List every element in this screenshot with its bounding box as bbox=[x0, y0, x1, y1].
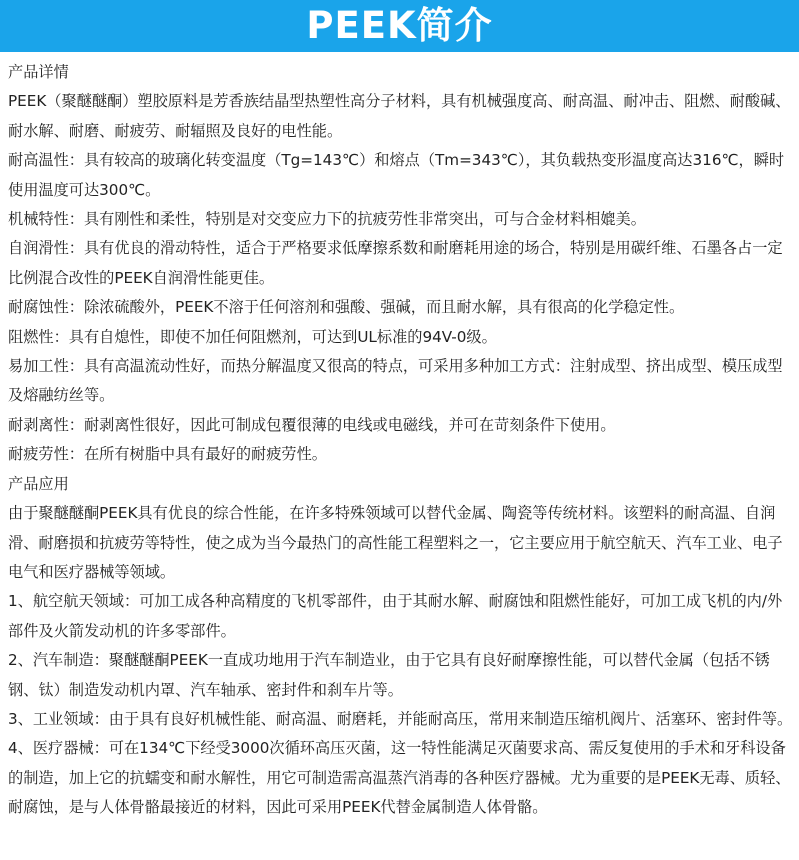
property-fatigue-resistance: 耐疲劳性：在所有树脂中具有最好的耐疲劳性。 bbox=[8, 445, 327, 464]
page-title: PEEK简介 bbox=[306, 4, 493, 47]
intro-paragraph: PEEK（聚醚醚酮）塑胶原料是芳香族结晶型热塑性高分子材料，具有机械强度高、耐高温、耐冲击、阻燃、耐酸碱、耐水解、耐磨、耐疲劳、耐辐照及良好的电性能。 bbox=[8, 92, 791, 140]
application-industrial: 3、工业领域：由于具有良好机械性能、耐高温、耐磨耗，并能耐高压，常用来制造压缩机阀片、活塞环、密封件等。 bbox=[8, 709, 793, 728]
section-heading-applications: 产品应用 bbox=[8, 474, 69, 493]
property-processability: 易加工性：具有高温流动性好，而热分解温度又很高的特点，可采用多种加工方式：注射成型、挤出成型、模压成型及熔融纺丝等。 bbox=[8, 357, 783, 405]
application-medical: 4、医疗器械：可在134℃下经受3000次循环高压灭菌，这一特性能满足灭菌要求高、需反复使用的手术和牙科设备的制造，加上它的抗蠕变和耐水解性，用它可制造需高温蒸汽消毒的各种医疗器械。尤为重要的是PEEK无毒、质轻、耐腐蚀，是与人体骨骼最接近的材料，因此可采用PEEK代替金属制造人体骨骼。 bbox=[8, 739, 791, 817]
property-peel-resistance: 耐剥离性：耐剥离性很好，因此可制成包覆很薄的电线或电磁线，并可在苛刻条件下使用。 bbox=[8, 415, 616, 434]
application-aerospace: 1、航空航天领域：可加工成各种高精度的飞机零部件，由于其耐水解、耐腐蚀和阻燃性能好，可加工成飞机的内/外部件及火箭发动机的许多零部件。 bbox=[8, 592, 783, 640]
property-self-lubrication: 自润滑性：具有优良的滑动特性，适合于严格要求低摩擦系数和耐磨耗用途的场合，特别是用碳纤维、石墨各占一定比例混合改性的PEEK自润滑性能更佳。 bbox=[8, 239, 783, 287]
document-body bbox=[8, 58, 794, 823]
property-corrosion-resistance: 耐腐蚀性：除浓硫酸外，PEEK不溶于任何溶剂和强酸、强碱，而且耐水解，具有很高的化学稳定性。 bbox=[8, 298, 685, 317]
application-automotive: 2、汽车制造：聚醚醚酮PEEK一直成功地用于汽车制造业，由于它具有良好耐摩擦性能，可以替代金属（包括不锈钢、钛）制造发动机内罩、汽车轴承、密封件和刹车片等。 bbox=[8, 651, 770, 699]
property-mechanical: 机械特性：具有刚性和柔性，特别是对交变应力下的抗疲劳性非常突出，可与合金材料相媲美。 bbox=[8, 210, 646, 229]
property-flame-retardant: 阻燃性：具有自熄性，即使不加任何阻燃剂，可达到UL标准的94V-0级。 bbox=[8, 327, 497, 346]
section-heading-details: 产品详情 bbox=[8, 63, 69, 81]
property-heat-resistance: 耐高温性：具有较高的玻璃化转变温度（Tg=143℃）和熔点（Tm=343℃），其负载热变形温度高达316℃，瞬时使用温度可达300℃。 bbox=[8, 151, 785, 199]
title-banner bbox=[0, 0, 799, 52]
applications-intro: 由于聚醚醚酮PEEK具有优良的综合性能，在许多特殊领域可以替代金属、陶瓷等传统材料。该塑料的耐高温、自润滑、耐磨损和抗疲劳等特性，使之成为当今最热门的高性能工程塑料之一，它主要应用于航空航天、汽车工业、电子电气和医疗器械等领域。 bbox=[8, 504, 783, 581]
